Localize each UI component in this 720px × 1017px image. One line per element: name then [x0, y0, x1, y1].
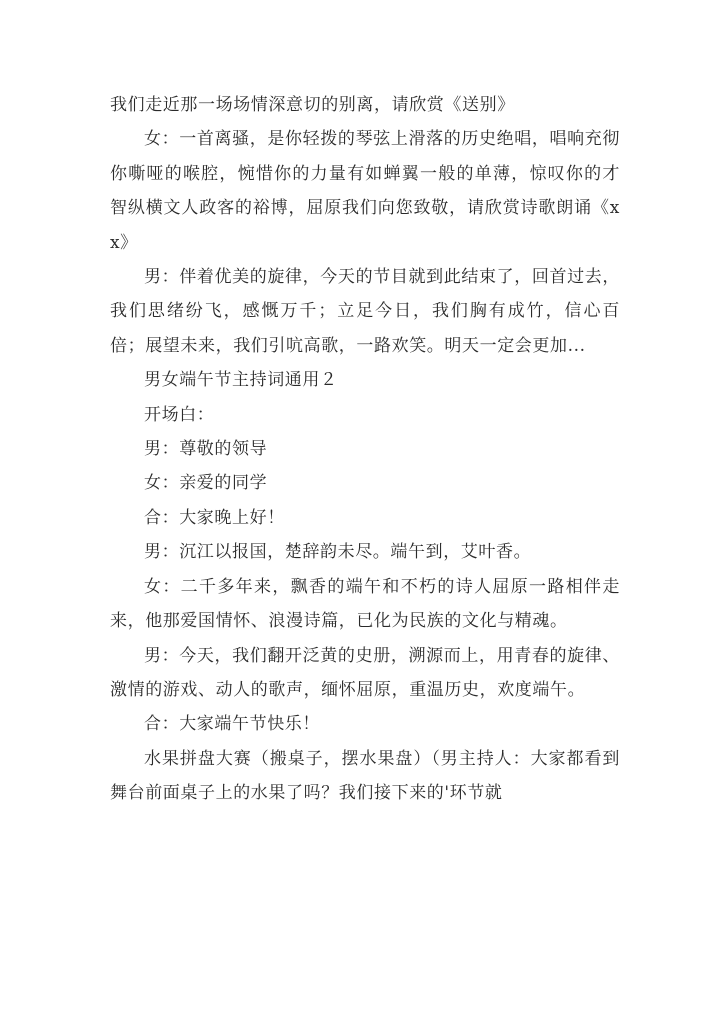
paragraph-fruit-contest: 水果拼盘大赛（搬桌子，摆水果盘）（男主持人：大家都看到舞台前面桌子上的水果了吗？我们接下来的'环节就 [110, 748, 620, 804]
paragraph-female-lisao: 女：一首离骚，是你轻拨的琴弦上滑落的历史绝唱，唱响充彻你嘶哑的喉腔，惋惜你的力量有如蝉翼一般的单薄，惊叹你的才智纵横文人政客的裕博，屈原我们向您致敬，请欣赏诗歌朗诵《xx》 [110, 129, 620, 253]
paragraph-farewell-intro: 我们走近那一场场情深意切的别离，请欣赏《送别》 [110, 95, 515, 115]
paragraph-female-history: 女：二千多年来，飘香的端午和不朽的诗人屈原一路相伴走来，他那爱国情怀、浪漫诗篇，已化为民族的文化与精魂。 [110, 576, 620, 632]
paragraph-female-greeting: 女：亲爱的同学 [144, 473, 268, 494]
document-body [110, 88, 620, 811]
paragraph-male-greeting: 男：尊敬的领导 [144, 439, 268, 460]
section-heading: 男女端午节主持词通用２ [144, 370, 338, 391]
paragraph-male-chujiang: 男：沉江以报国，楚辞韵未尽。端午到，艾叶香。 [144, 542, 532, 563]
paragraph-opening-label: 开场白： [144, 404, 215, 425]
paragraph-male-today: 男：今天，我们翻开泛黄的史册，溯源而上，用青春的旋律、激情的游戏、动人的歌声，缅怀屈原，重温历史，欢度端午。 [110, 645, 620, 700]
paragraph-together-happy: 合：大家端午节快乐！ [144, 714, 320, 735]
paragraph-together-greeting: 合：大家晚上好！ [144, 507, 285, 528]
paragraph-male-closing: 男：伴着优美的旋律，今天的节目就到此结束了，回首过去，我们思绪纷飞，感慨万千；立足今日，我们胸有成竹，信心百倍；展望未来，我们引吭高歌，一路欢笑。明天一定会更加... [110, 267, 620, 356]
